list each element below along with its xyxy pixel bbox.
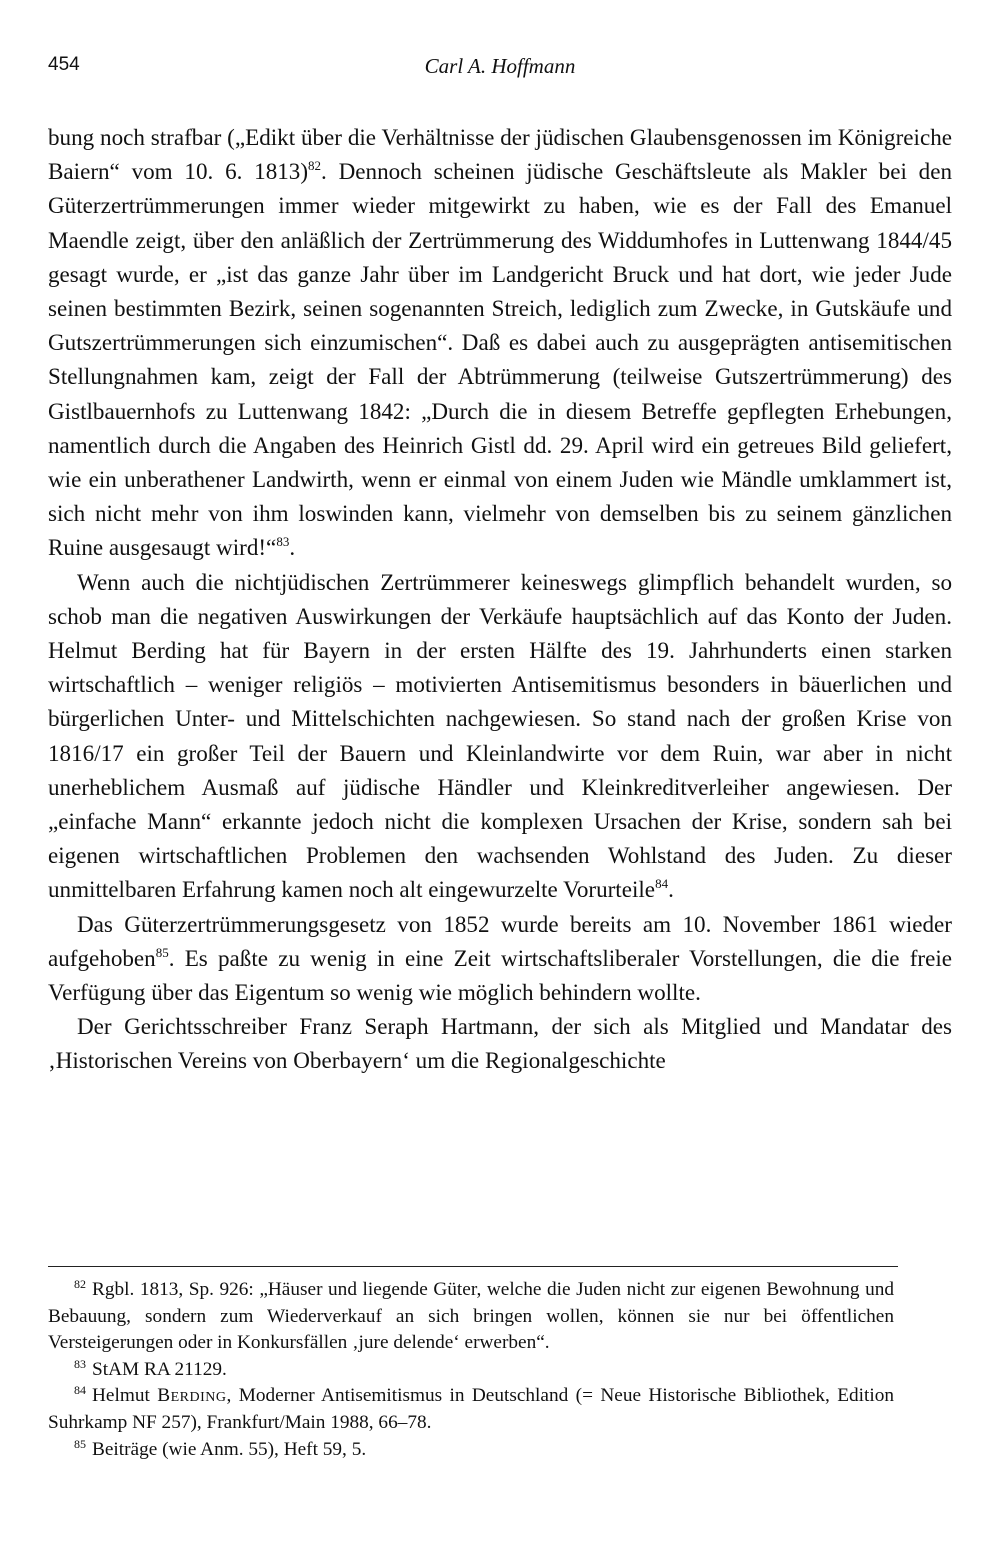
paragraph-3 xyxy=(48,907,952,1010)
footnote-text: Rgbl. 1813, Sp. 926: „Häuser und liegende Güter, welche die Juden nicht zur eigenen Bewohnung und Bebauung, sondern zum Wiederverkauf an sich bringen wollen, können sie nur bei öffentlichen Versteigerungen oder in Konkursfällen ‚jure delende‘ erwerben“. xyxy=(48,1279,894,1354)
footnote-text-after: , Moderner Antisemitismus in Deutschland (= Neue Historische Bibliothek, Edition Suhrkamp NF 257), Frankfurt/Main 1988, 66–78. xyxy=(48,1385,895,1433)
footnote-ref-82: 82 xyxy=(308,158,322,174)
main-text xyxy=(48,120,952,1078)
footnote-text: StAM RA 21129. xyxy=(92,1358,227,1380)
paragraph-2-text-a: Wenn auch die nichtjüdischen Zertrümmerer keineswegs glimpflich behandelt wurden, so schob man die negativen Auswirkungen der Verkäufe hauptsächlich auf das Konto der Juden. Helmut Berding hat für Bayern in der ersten Hälfte des 19. Jahrhunderts einen starken wirtschaftlich – weniger religiös – motivierten Antisemitismus besonders in bäuerlichen und bürgerlichen Unter- und Mittelschichten nachgewiesen. So stand nach der großen Krise von 1816/17 ein großer Teil der Bauern und Kleinlandwirte vor dem Ruin, war aber in nicht unerheblichem Ausmaß auf jüdische Händler und Kleinkreditverleiher angewiesen. Der „einfache Mann“ erkannte jedoch nicht die komplexen Ursachen der Krise, sondern sah bei eigenen wirtschaftlichen Problemen den wachsenden Wohlstand des Juden. Zu dieser unmittelbaren Erfahrung kamen noch alt eingewurzelte Vorurteile xyxy=(48,568,952,903)
running-head: Carl A. Hoffmann xyxy=(424,54,576,78)
footnote-ref-85: 85 xyxy=(155,944,169,960)
footnote-ref-83: 83 xyxy=(276,534,290,550)
page-header xyxy=(48,54,952,84)
book-page xyxy=(48,0,952,1554)
paragraph-2-text-b: . xyxy=(668,876,674,903)
footnote-separator xyxy=(48,1266,898,1267)
paragraph-1 xyxy=(48,120,952,565)
footnotes xyxy=(48,1277,894,1463)
footnote-author: Berding xyxy=(157,1385,227,1407)
footnote-number: 85 xyxy=(74,1436,86,1451)
paragraph-3-text-a: Das Güterzertrümmerungsgesetz von 1852 wurde bereits am 10. November 1861 wieder aufgehoben xyxy=(48,910,952,971)
footnote-number: 83 xyxy=(74,1356,86,1371)
footnote-text-before: Helmut xyxy=(92,1385,158,1407)
paragraph-3-text-b: . Es paßte zu wenig in eine Zeit wirtschaftsliberaler Vorstellungen, die die freie Verfügung über das Eigentum so wenig wie möglich behindern wollte. xyxy=(48,944,952,1006)
footnote-84 xyxy=(48,1383,894,1436)
paragraph-4: Der Gerichtsschreiber Franz Seraph Hartmann, der sich als Mitglied und Mandatar des ‚Historischen Vereins von Oberbayern‘ um die Regionalgeschichte xyxy=(48,1013,952,1074)
page-number: 454 xyxy=(48,54,80,75)
paragraph-1-text-a: bung noch strafbar („Edikt über die Verhältnisse der jüdischen Glaubensgenossen im Königreiche Baiern“ vom 10. 6. 1813) xyxy=(48,124,952,185)
paragraph-1-text-c: . xyxy=(289,534,296,561)
footnote-85 xyxy=(48,1437,894,1464)
footnote-82 xyxy=(48,1277,894,1357)
footnote-ref-84: 84 xyxy=(655,876,669,892)
paragraph-2 xyxy=(48,565,952,907)
footnote-text: Beiträge (wie Anm. 55), Heft 59, 5. xyxy=(92,1438,367,1460)
footnote-number: 84 xyxy=(74,1383,86,1398)
footnote-number: 82 xyxy=(74,1277,86,1291)
paragraph-1-text-b: . Dennoch scheinen jüdische Geschäftsleute als Makler bei den Güterzertrümmerungen immer wieder mitgewirkt zu haben, wie es der Fall des Emanuel Maendle zeigt, über den anläßlich der Zertrümmerung des Widdumhofes in Luttenwang 1844/45 gesagt wurde, er „ist das ganze Jahr über im Landgericht Bruck und hat dort, wie jeder Jude seinen bestimmten Bezirk, seinen sogenannten Streich, lediglich zum Zwecke, in Gutskäufe und Gutszertrümmerungen sich einzumischen“. Daß es dabei auch zu ausgeprägten antisemitischen Stellungnahmen kam, zeigt der Fall der Abtrümmerung (teilweise Gutszertrümmerung) des Gistlbauernhofs zu Luttenwang 1842: „Durch die in diesem Betreffe gepflegten Erhebungen, namentlich durch die Angaben des Heinrich Gistl dd. 29. April wird ein getreues Bild geliefert, wie ein unberathener Landwirth, wenn er einmal von einem Juden wie Mändle umklammert ist, sich nicht mehr von ihm loswinden kann, vielmehr von demselben bis zu seinem gänzlichen Ruine ausgesaugt wird!“ xyxy=(48,158,952,561)
footnote-83 xyxy=(48,1357,894,1384)
